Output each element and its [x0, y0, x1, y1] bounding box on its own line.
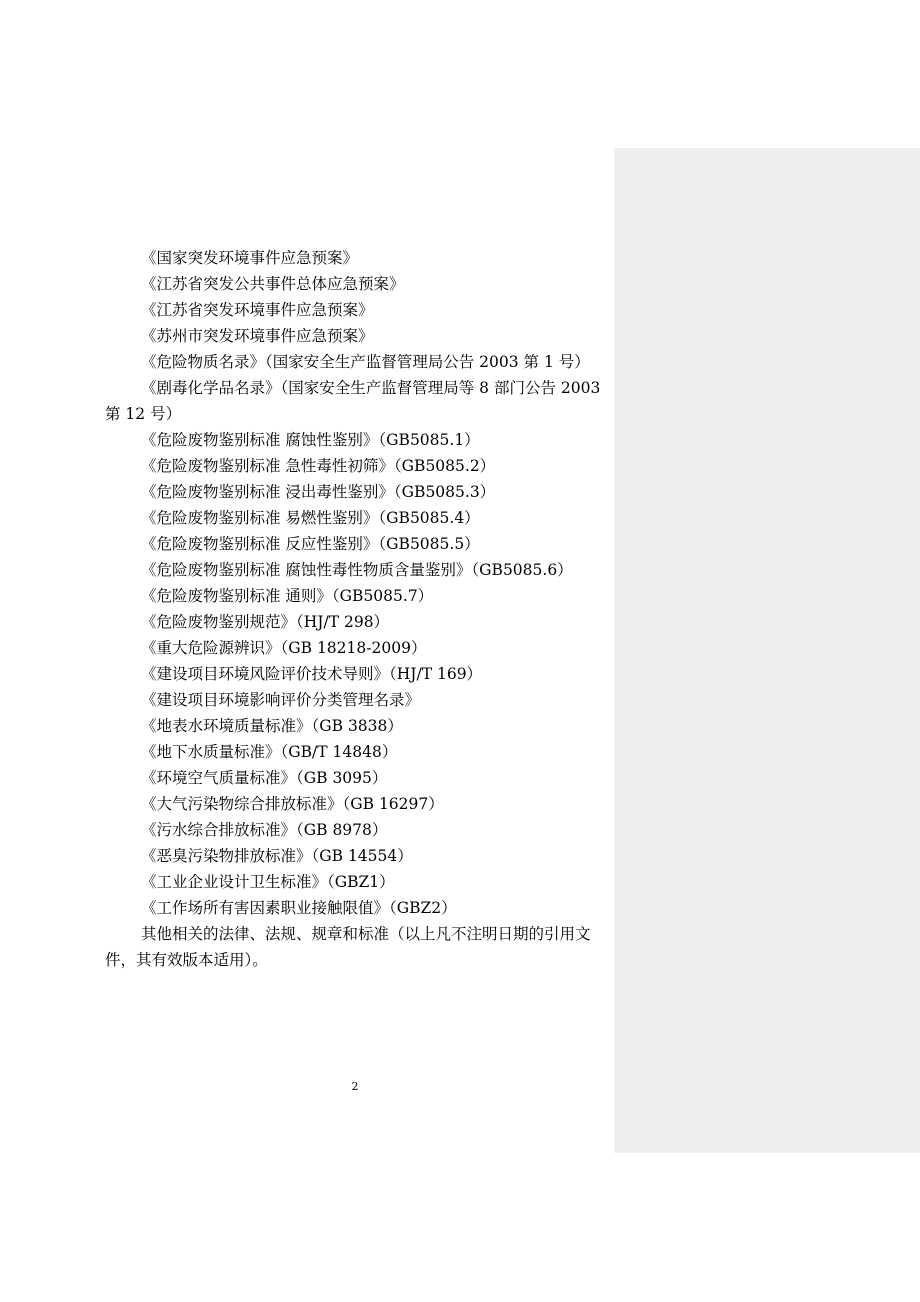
reference-line: 《危险废物鉴别标准 急性毒性初筛》（GB5085.2） [141, 457, 496, 475]
reference-line: 《国家突发环境事件应急预案》 [141, 249, 359, 267]
reference-line: 《建设项目环境风险评价技术导则》（HJ/T 169） [141, 665, 483, 683]
document-body [105, 245, 610, 973]
reference-line: 《危险废物鉴别标准 浸出毒性鉴别》（GB5085.3） [141, 483, 496, 501]
reference-line: 《危险废物鉴别标准 腐蚀性毒性物质含量鉴别》（GB5085.6） [141, 561, 573, 579]
reference-line: 《苏州市突发环境事件应急预案》 [141, 327, 374, 345]
reference-line: 《江苏省突发公共事件总体应急预案》 [141, 275, 405, 293]
reference-line: 《地表水环境质量标准》（GB 3838） [141, 717, 403, 735]
reference-line: 《恶臭污染物排放标准》（GB 14554） [141, 847, 413, 865]
reference-line: 《危险废物鉴别标准 反应性鉴别》（GB5085.5） [141, 535, 480, 553]
reference-line: 《危险废物鉴别标准 腐蚀性鉴别》（GB5085.1） [141, 431, 480, 449]
reference-line: 《环境空气质量标准》（GB 3095） [141, 769, 388, 787]
page-number: 2 [351, 1080, 359, 1093]
reference-line-wrapped: 《剧毒化学品名录》（国家安全生产监督管理局等 8 部门公告 2003 第 12 号） [105, 379, 601, 423]
reference-line: 《工业企业设计卫生标准》（GBZ1） [141, 873, 395, 891]
reference-line: 《危险废物鉴别标准 易燃性鉴别》（GB5085.4） [141, 509, 480, 527]
reference-line: 《危险废物鉴别规范》（HJ/T 298） [141, 613, 390, 631]
reference-line: 《危险废物鉴别标准 通则》（GB5085.7） [141, 587, 434, 605]
reference-line: 《江苏省突发环境事件应急预案》 [141, 301, 374, 319]
reference-line: 《建设项目环境影响评价分类管理名录》 [141, 691, 421, 709]
reference-line: 《危险物质名录》（国家安全生产监督管理局公告 2003 第 1 号） [141, 353, 590, 371]
closing-paragraph: 其他相关的法律、法规、规章和标准（以上凡不注明日期的引用文件，其有效版本适用）。 [105, 925, 591, 969]
reference-line: 《重大危险源辨识》（GB 18218-2009） [141, 639, 427, 657]
reference-line: 《污水综合排放标准》（GB 8978） [141, 821, 388, 839]
reference-line: 《地下水质量标准》（GB/T 14848） [141, 743, 398, 761]
reference-line: 《大气污染物综合排放标准》（GB 16297） [141, 795, 444, 813]
reference-line: 《工作场所有害因素职业接触限值》（GBZ2） [141, 899, 457, 917]
comment-pane [614, 148, 920, 1153]
